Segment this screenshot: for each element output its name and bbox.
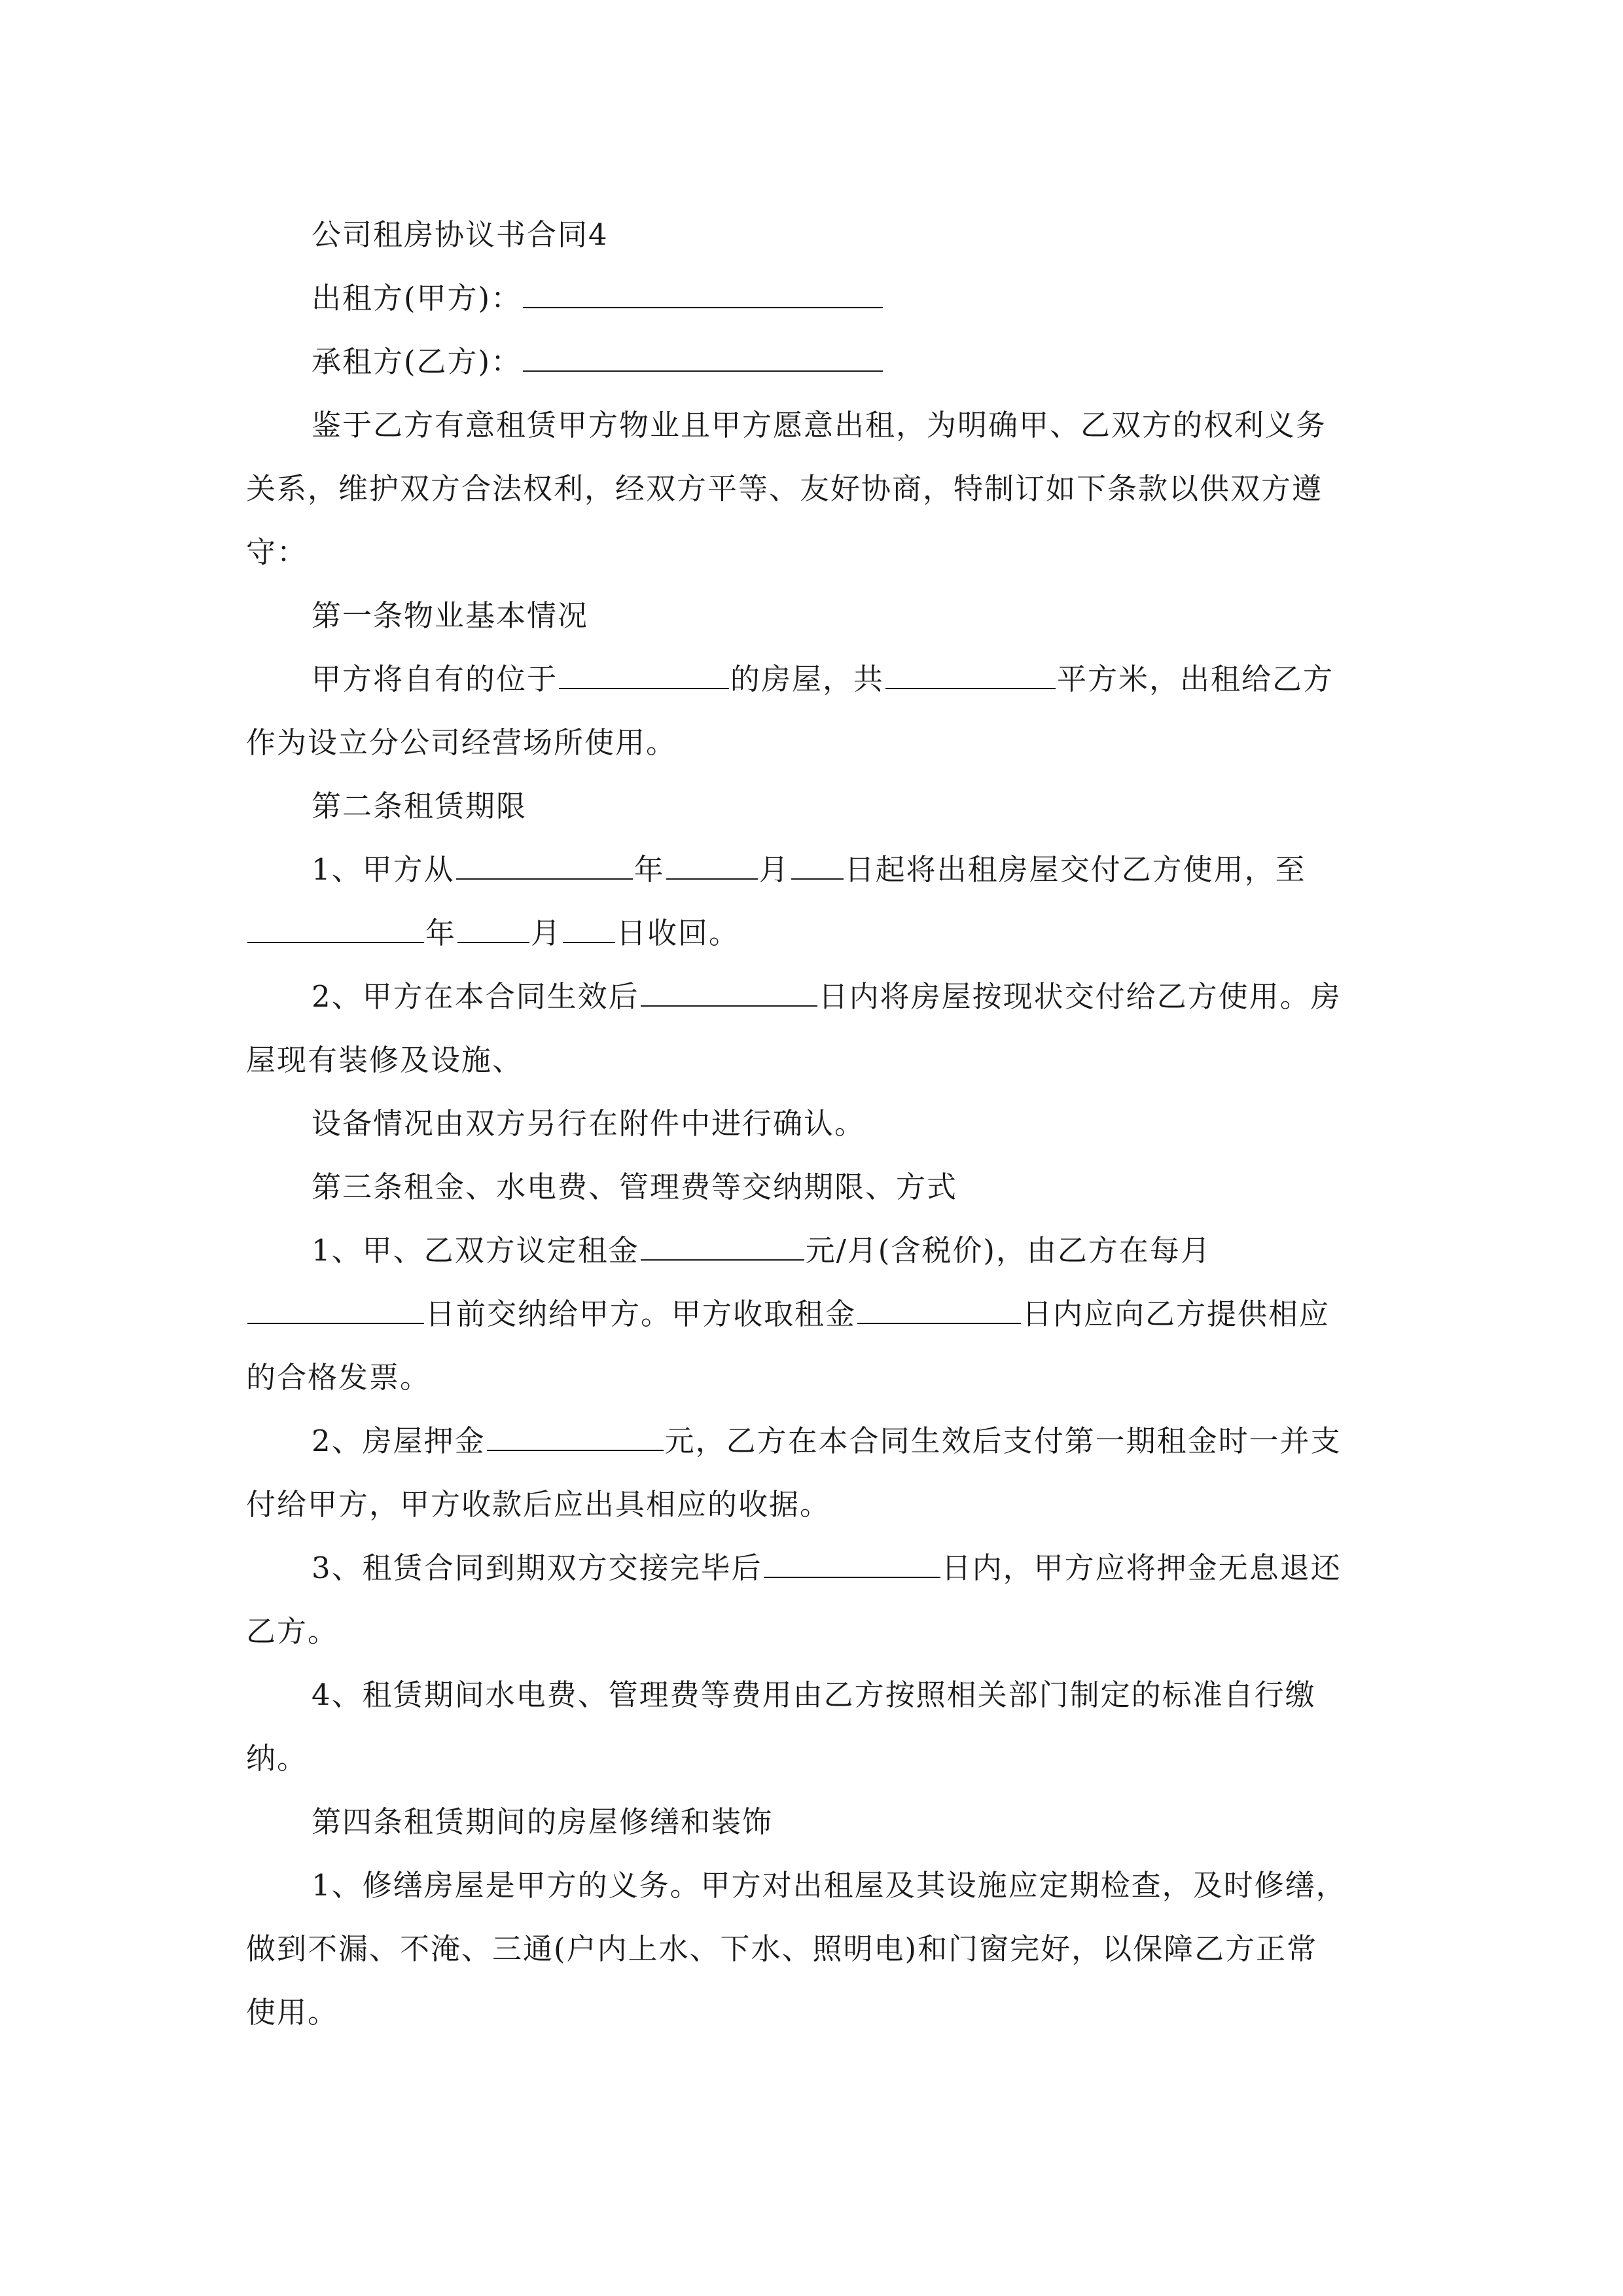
deposit-amount-blank [487, 1424, 664, 1451]
article-3-item-2-line-2: 付给甲方，甲方收款后应出具相应的收据。 [246, 1487, 831, 1522]
refund-days-blank [764, 1551, 940, 1578]
article-2-item-1-line-1: 1、甲方从 年 月 日起将出租房屋交付乙方使用，至 [312, 852, 1306, 887]
article-4-heading: 第四条租赁期间的房屋修缮和装饰 [312, 1804, 774, 1839]
article-1-paragraph-line-1: 甲方将自有的位于 的房屋，共 平方米，出租给乙方 [312, 662, 1334, 696]
article-3-item-4-line-1: 4、租赁期间水电费、管理费等费用由乙方按照相关部门制定的标准自行缴 [312, 1677, 1316, 1712]
article-3-item-1-line-3: 的合格发票。 [246, 1360, 431, 1395]
document-body [246, 203, 1378, 2044]
lessor-line: 出租方(甲方)： [246, 266, 1378, 330]
start-year-blank [456, 852, 633, 880]
invoice-days-blank [857, 1297, 1021, 1324]
preamble-line-2: 关系，维护双方合法权利，经双方平等、友好协商，特制订如下条款以供双方遵 [246, 471, 1323, 506]
rent-amount-blank [641, 1233, 804, 1261]
article-3-item-1-line-2: 日前交纳给甲方。甲方收取租金 日内应向乙方提供相应 [246, 1282, 1378, 1346]
article-2-item-1-line-2: 年 月 日收回。 [246, 901, 1378, 965]
article-3-heading: 第三条租金、水电费、管理费等交纳期限、方式 [312, 1170, 958, 1204]
preamble-line-1: 鉴于乙方有意租赁甲方物业且甲方愿意出租，为明确甲、乙双方的权利义务 [312, 408, 1327, 442]
rent-day-blank [247, 1297, 424, 1324]
article-1-heading: 第一条物业基本情况 [312, 598, 589, 633]
article-4-item-1-line-1: 1、修缮房屋是甲方的义务。甲方对出租屋及其设施应定期检查，及时修缮， [312, 1868, 1347, 1903]
location-blank [559, 662, 729, 689]
end-month-blank [457, 916, 529, 943]
end-day-blank [563, 916, 615, 943]
start-day-blank [791, 852, 844, 880]
article-3-item-2-line-1: 2、房屋押金 元，乙方在本合同生效后支付第一期租金时一并支 [312, 1424, 1342, 1458]
article-2-item-2-line-3: 设备情况由双方另行在附件中进行确认。 [312, 1106, 866, 1141]
article-4-item-1-line-2: 做到不漏、不淹、三通(户内上水、下水、照明电)和门窗完好，以保障乙方正常 [246, 1931, 1318, 1966]
article-3-item-1-line-1: 1、甲、乙双方议定租金 元/月(含税价)，由乙方在每月 [312, 1233, 1211, 1268]
article-4-item-1-line-3: 使用。 [246, 1995, 339, 2030]
article-2-item-2-line-2: 屋现有装修及设施、 [246, 1043, 524, 1077]
article-1-paragraph-line-2: 作为设立分公司经营场所使用。 [246, 725, 677, 760]
area-blank [885, 662, 1056, 689]
article-2-item-2-line-1: 2、甲方在本合同生效后 日内将房屋按现状交付给乙方使用。房 [312, 979, 1342, 1014]
lessee-blank [523, 344, 883, 372]
end-year-blank [247, 916, 424, 943]
lessor-blank [523, 281, 883, 308]
handover-days-blank [641, 979, 817, 1007]
article-3-item-4-line-2: 纳。 [246, 1741, 308, 1776]
start-month-blank [666, 852, 758, 880]
lessee-line: 承租方(乙方)： [246, 330, 1378, 393]
article-3-item-3-line-2: 乙方。 [246, 1614, 339, 1649]
article-3-item-3-line-1: 3、租赁合同到期双方交接完毕后 日内，甲方应将押金无息退还 [312, 1551, 1342, 1585]
article-2-heading: 第二条租赁期限 [312, 789, 527, 823]
preamble-line-3: 守： [246, 535, 308, 569]
document-title: 公司租房协议书合同4 [312, 217, 609, 252]
